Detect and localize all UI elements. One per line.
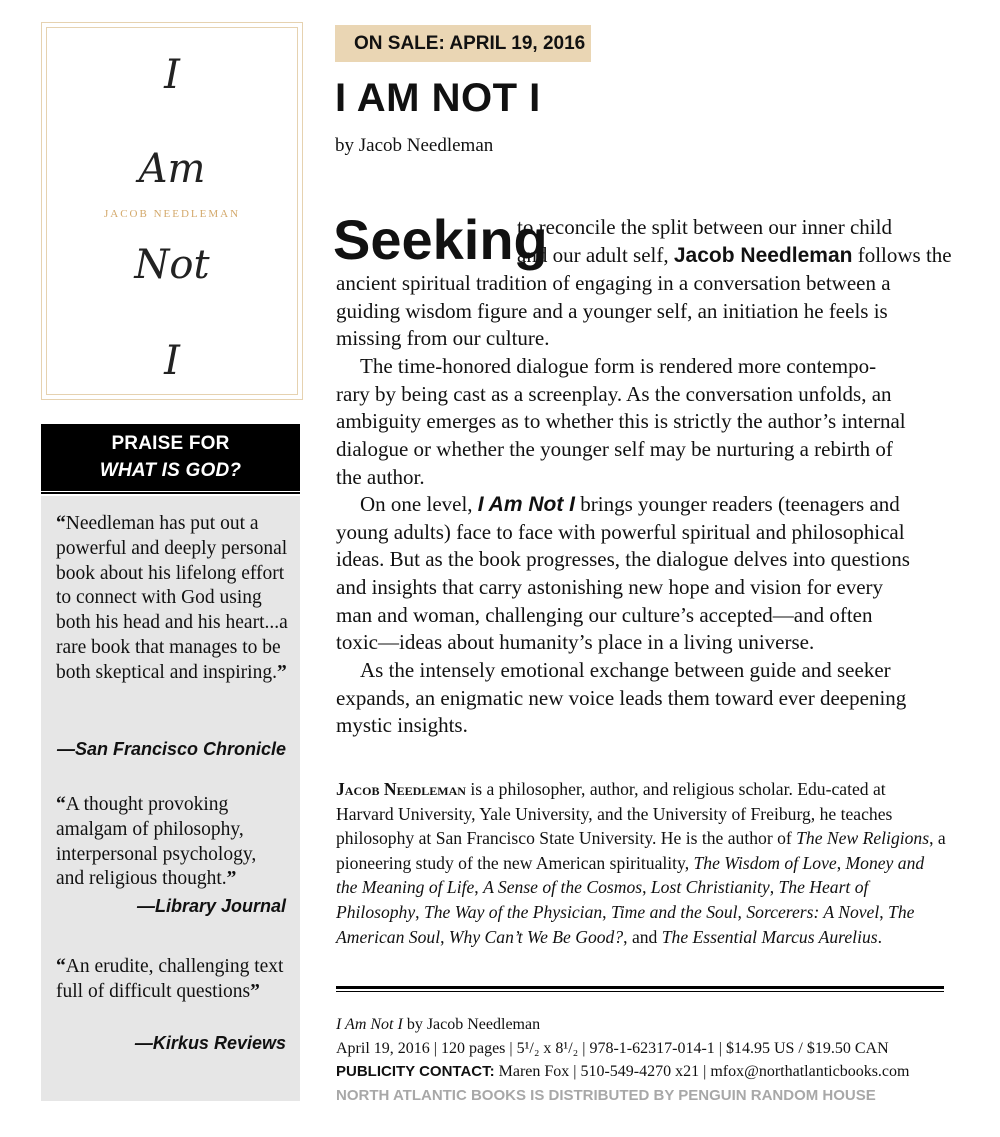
praise-quote xyxy=(56,512,288,686)
bio-text: , xyxy=(440,926,449,947)
body-line: toxic—ideas about humanity’s place in a living universe. xyxy=(336,630,815,654)
author-bio xyxy=(336,777,946,949)
quote-source: —Library Journal xyxy=(136,896,286,916)
praise-quote xyxy=(56,793,288,892)
bio-text: , xyxy=(836,852,846,873)
quote-close-mark: ” xyxy=(250,980,260,1002)
body-line: man and woman, challenging our culture’s accepted—and often xyxy=(336,603,873,627)
cover-author: JACOB NEEDLEMAN xyxy=(103,208,241,220)
bio-author-name: Jacob Needleman xyxy=(336,779,466,799)
body-line: mystic insights. xyxy=(336,713,468,737)
body-line: to reconcile the split between our inner child xyxy=(517,215,892,239)
cover-border xyxy=(46,27,298,395)
bio-text: , xyxy=(642,877,651,898)
footer-book-line xyxy=(336,1016,540,1034)
bio-text: . xyxy=(877,926,883,947)
body-line: missing from our culture. xyxy=(336,326,550,350)
contact-label: PUBLICITY CONTACT: xyxy=(336,1063,495,1080)
body-line: and insights that carry astonishing new hope and vision for every xyxy=(336,575,884,599)
body-text: follows the xyxy=(852,243,952,267)
body-line: guiding wisdom figure and a younger self, an initiation he feels is xyxy=(336,299,888,323)
body-line: dialogue or whether the younger self may be nurturing a rebirth of xyxy=(336,437,893,461)
footer-distribution xyxy=(336,1087,876,1105)
footer-book-author: by Jacob Needleman xyxy=(402,1016,541,1033)
footer-contact xyxy=(336,1063,909,1081)
quote-open-mark: “ xyxy=(56,513,66,534)
body-line: rary by being cast as a screenplay. As the conversation unfolds, an xyxy=(336,382,892,406)
bio-book-title: The New Religions xyxy=(796,828,930,849)
footer-rule-thick xyxy=(336,986,944,989)
footer-book-title: I Am Not I xyxy=(336,1016,403,1033)
bio-book-title: Time and the Soul xyxy=(610,901,738,922)
byline: by Jacob Needleman xyxy=(335,135,494,156)
quote-close-mark: ” xyxy=(226,868,237,890)
body-line: ideas. But as the book progresses, the dialogue delves into questions xyxy=(336,547,910,571)
footer-details: April 19, 2016 | 120 pages | 5¹/₂ x 8¹/₂ | 978-1-62317-014-1 | $14.95 US / $19.50 CAN xyxy=(336,1040,889,1057)
quote-text: An erudite, challenging text full of difficult questions xyxy=(56,956,284,1002)
bio-text: , xyxy=(879,901,889,922)
body-line: ambiguity emerges as to whether this is strictly the author’s internal xyxy=(336,409,906,433)
quote-open-mark: “ xyxy=(56,956,66,977)
bio-text: , xyxy=(737,901,747,922)
quote-open-mark: “ xyxy=(56,794,66,815)
quote-text: A thought provoking amalgam of philosophy, interpersonal psychology, and religious thought. xyxy=(56,794,257,890)
bio-text: , xyxy=(769,877,779,898)
body-text: and our adult self, xyxy=(517,243,674,267)
body-line: the author. xyxy=(336,465,425,489)
page-title: I AM NOT I xyxy=(335,76,541,120)
body-line: As the intensely emotional exchange between guide and seeker xyxy=(360,658,891,682)
on-sale-badge: ON SALE: APRIL 19, 2016 xyxy=(335,25,591,62)
bio-book-title: Money and the Meaning of Life xyxy=(336,852,925,898)
body-line: ancient spiritual tradition of engaging in a conversation between a xyxy=(336,271,891,295)
bio-book-title: The Wisdom of Love xyxy=(693,852,837,873)
bio-book-title: Why Can’t We Be Good? xyxy=(448,926,624,947)
contact-value: Maren Fox | 510-549-4270 x21 | mfox@northatlanticbooks.com xyxy=(494,1063,910,1080)
distribution-note: NORTH ATLANTIC BOOKS IS DISTRIBUTED BY PENGUIN RANDOM HOUSE xyxy=(336,1087,876,1104)
body-line: expands, an enigmatic new voice leads them toward ever deepening xyxy=(336,686,907,710)
author-name: Jacob Needleman xyxy=(673,244,853,267)
praise-heading-line2: WHAT IS GOD? xyxy=(99,460,242,481)
bio-text: , xyxy=(415,901,424,922)
body-line xyxy=(360,492,900,517)
bio-book-title: Lost Christianity xyxy=(650,877,770,898)
bio-book-title: The Essential Marcus Aurelius xyxy=(661,926,878,947)
bio-text: , and xyxy=(623,926,662,947)
bio-book-title: The Way of the Physician xyxy=(423,901,603,922)
body-line xyxy=(517,243,952,268)
body-text: brings younger readers (teenagers and xyxy=(575,492,900,516)
praise-heading xyxy=(41,424,300,491)
quote-source: —Kirkus Reviews xyxy=(134,1033,286,1053)
body-text: On one level, xyxy=(360,492,478,516)
bio-book-title: The American Soul xyxy=(336,901,915,947)
book-cover xyxy=(41,22,303,400)
bio-text: is a philosopher, author, and religious scholar. Edu-cated at Harvard University, Yale University, and the University of Freiburg, he teaches philosophy at San Francisco State University. He is the author of xyxy=(336,779,893,849)
cover-title-word: Not xyxy=(134,242,210,288)
praise-divider xyxy=(41,492,300,494)
bio-text: , a pioneering study of the new American spirituality, xyxy=(336,828,946,873)
book-title-inline: I Am Not I xyxy=(477,493,576,516)
bio-text: , xyxy=(602,901,611,922)
drop-cap-word: Seeking xyxy=(333,208,548,271)
cover-title-word: Am xyxy=(138,146,206,192)
quote-text: Needleman has put out a powerful and deeply personal book about his lifelong effort to connect with God using both his head and his heart...a rare book that manages to be both skeptical and inspiring. xyxy=(56,513,288,683)
bio-text: , xyxy=(474,877,484,898)
praise-quote xyxy=(56,955,288,1005)
quote-source: —San Francisco Chronicle xyxy=(56,739,286,759)
praise-heading-line1: PRAISE FOR xyxy=(111,433,230,454)
footer-rule-thin xyxy=(336,991,944,992)
bio-book-title: Sorcerers: A Novel xyxy=(746,901,880,922)
bio-book-title: The Heart of Philosophy xyxy=(336,877,869,922)
quote-close-mark: ” xyxy=(276,661,287,683)
bio-book-title: A Sense of the Cosmos xyxy=(483,877,643,898)
body-line: young adults) face to face with powerful spiritual and philosophical xyxy=(336,520,905,544)
cover-title-word: I xyxy=(164,338,180,384)
body-line: The time-honored dialogue form is rendered more contempo- xyxy=(360,354,877,378)
cover-title-word: I xyxy=(164,52,180,98)
